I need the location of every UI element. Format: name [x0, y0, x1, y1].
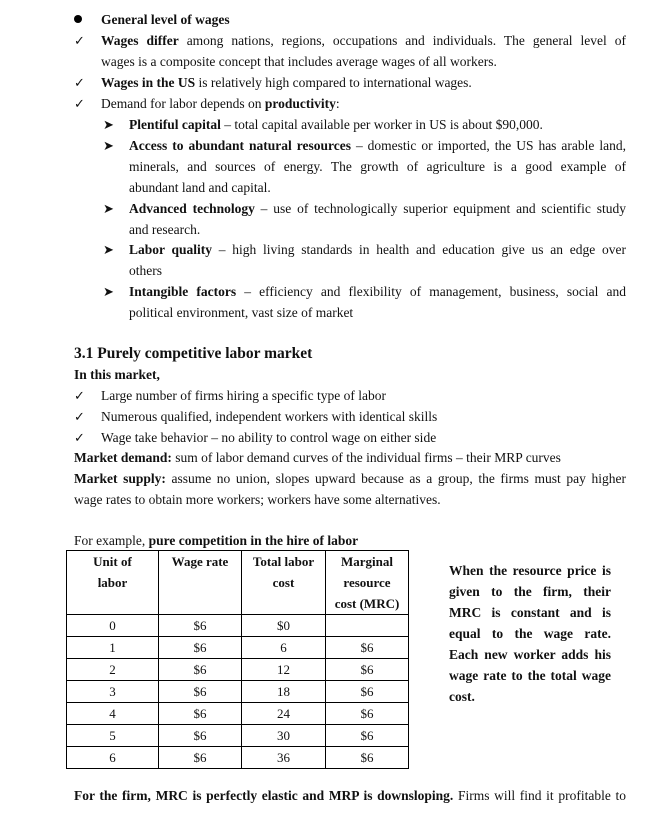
factor-intangible-line2: political environment, vast size of market	[129, 305, 354, 320]
cell-wage: $6	[159, 747, 242, 769]
cell-wage: $6	[159, 615, 242, 637]
market-supply-line2: wage rates to obtain more workers; workers have some alternatives.	[74, 492, 441, 507]
factor-resources-line2: minerals, and sources of energy. The growth of agriculture is a good example of	[129, 159, 626, 174]
check-icon: ✓	[74, 430, 85, 445]
cell-unit: 3	[67, 681, 159, 703]
demand-productivity-line: Demand for labor depends on productivity:	[101, 96, 340, 111]
cell-unit: 0	[67, 615, 159, 637]
side-note-line: wage rate to the total wage	[449, 668, 611, 683]
factor-resources-line1: Access to abundant natural resources – domestic or imported, the US has arable land,	[129, 138, 626, 153]
arrow-icon: ➤	[103, 201, 114, 216]
cell-unit: 2	[67, 659, 159, 681]
cell-mrc: $6	[326, 747, 409, 769]
factor-capital: Plentiful capital – total capital available per worker in US is about $90,000.	[129, 117, 543, 132]
arrow-icon: ➤	[103, 242, 114, 257]
cell-wage: $6	[159, 637, 242, 659]
header-total-labor-cost: Total labor cost	[242, 551, 326, 615]
factor-resources-line3: abundant land and capital.	[129, 180, 271, 195]
table-row	[67, 637, 409, 659]
cell-total: $0	[242, 615, 326, 637]
side-note-line: Each new worker adds his	[449, 647, 611, 662]
cell-total: 6	[242, 637, 326, 659]
table-row	[67, 615, 409, 637]
market-check-2: Numerous qualified, independent workers with identical skills	[101, 409, 438, 424]
cell-total: 36	[242, 747, 326, 769]
cell-mrc: $6	[326, 637, 409, 659]
side-note-line: given to the firm, their	[449, 584, 611, 599]
cell-wage: $6	[159, 659, 242, 681]
market-demand-line: Market demand: sum of labor demand curves of the individual firms – their MRP curves	[74, 450, 561, 465]
market-check-1: Large number of firms hiring a specific type of labor	[101, 388, 387, 403]
side-note	[449, 560, 611, 707]
wages-differ-line2: wages is a composite concept that includes average wages of all workers.	[101, 54, 497, 69]
market-supply-line1: Market supply: assume no union, slopes upward because as a group, the firms must pay higher	[74, 471, 626, 486]
table-header-row	[67, 551, 409, 615]
header-unit-of-labor: Unit of labor	[67, 551, 159, 615]
check-icon: ✓	[74, 409, 85, 424]
cell-wage: $6	[159, 725, 242, 747]
cell-unit: 5	[67, 725, 159, 747]
factor-intangible-line1: Intangible factors – efficiency and flexibility of management, business, social and	[129, 284, 626, 299]
section-intro: In this market,	[74, 367, 160, 382]
cell-total: 30	[242, 725, 326, 747]
table-row	[67, 659, 409, 681]
table-row	[67, 681, 409, 703]
arrow-icon: ➤	[103, 117, 114, 132]
cell-unit: 4	[67, 703, 159, 725]
check-icon: ✓	[74, 33, 85, 48]
arrow-icon: ➤	[103, 138, 114, 153]
cell-unit: 6	[67, 747, 159, 769]
wages-heading: General level of wages	[101, 12, 230, 27]
section-title: 3.1 Purely competitive labor market	[74, 345, 313, 362]
header-wage-rate: Wage rate	[159, 551, 242, 615]
cell-mrc: $6	[326, 703, 409, 725]
check-icon: ✓	[74, 75, 85, 90]
side-note-line: equal to the wage rate.	[449, 626, 611, 641]
market-check-3: Wage take behavior – no ability to control wage on either side	[101, 430, 437, 445]
cell-wage: $6	[159, 681, 242, 703]
wages-us-line: Wages in the US is relatively high compared to international wages.	[101, 75, 472, 90]
conclusion-line: For the firm, MRC is perfectly elastic and MRP is downsloping. Firms will find it profitable to	[74, 788, 626, 803]
check-icon: ✓	[74, 388, 85, 403]
cell-mrc	[326, 615, 409, 637]
header-marginal-resource-cost: Marginal resource cost (MRC)	[326, 551, 409, 615]
cell-mrc: $6	[326, 659, 409, 681]
factor-technology-line2: and research.	[129, 222, 201, 237]
cell-unit: 1	[67, 637, 159, 659]
cell-total: 24	[242, 703, 326, 725]
wage-table	[66, 550, 409, 769]
table-row	[67, 703, 409, 725]
factor-technology-line1: Advanced technology – use of technologically superior equipment and scientific study	[129, 201, 626, 216]
side-note-line: MRC is constant and is	[449, 605, 611, 620]
cell-total: 18	[242, 681, 326, 703]
cell-total: 12	[242, 659, 326, 681]
side-note-line: cost.	[449, 689, 475, 704]
arrow-icon: ➤	[103, 284, 114, 299]
table-row	[67, 747, 409, 769]
cell-mrc: $6	[326, 681, 409, 703]
cell-mrc: $6	[326, 725, 409, 747]
factor-labor-quality-line2: others	[129, 263, 162, 278]
check-icon: ✓	[74, 96, 85, 111]
side-note-line: When the resource price is	[449, 563, 611, 578]
wages-differ-line1: Wages differ among nations, regions, occupations and individuals. The general level of	[101, 33, 626, 48]
bullet-icon	[74, 15, 82, 23]
factor-labor-quality-line1: Labor quality – high living standards in health and education give us an edge over	[129, 242, 626, 257]
cell-wage: $6	[159, 703, 242, 725]
table-row	[67, 725, 409, 747]
example-caption: For example, pure competition in the hire of labor	[74, 533, 359, 548]
